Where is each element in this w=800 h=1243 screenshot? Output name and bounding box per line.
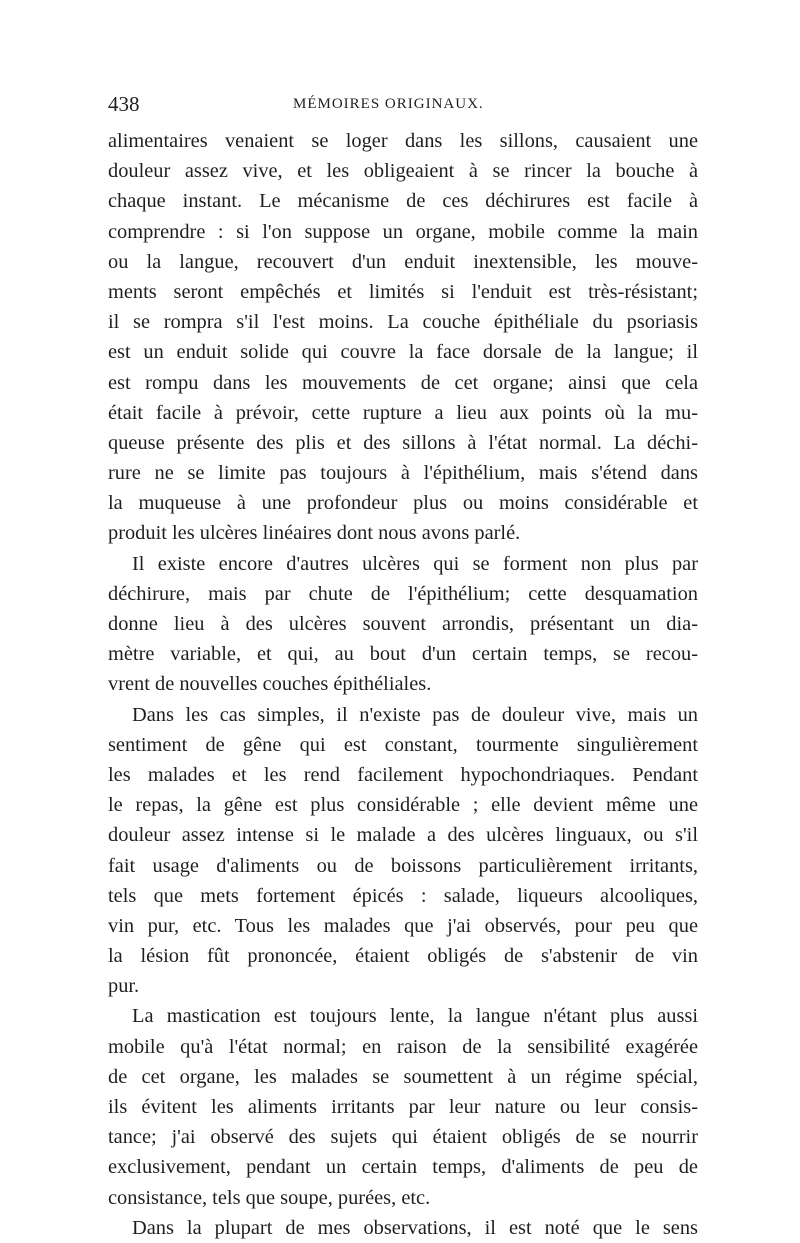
text-line: douleur assez vive, et les obligeaient à se rincer la bouche à [108, 160, 698, 183]
text-line: Il existe encore d'autres ulcères qui se forment non plus par [132, 552, 698, 575]
running-head: MÉMOIRES ORIGINAUX. [293, 96, 484, 112]
text-line: la muqueuse à une profondeur plus ou moins considérable et [108, 492, 698, 515]
text-line: les malades et les rend facilement hypochondriaques. Pendant [108, 763, 698, 786]
text-line: le repas, la gêne est plus considérable ; elle devient même une [108, 794, 698, 817]
text-line: pur. [108, 975, 140, 998]
text-line: il se rompra s'il l'est moins. La couche épithéliale du psoriasis [108, 311, 698, 334]
text-line: ou la langue, recouvert d'un enduit inextensible, les mouve- [108, 250, 698, 273]
text-line: exclusivement, pendant un certain temps, d'aliments de peu de [108, 1156, 698, 1179]
text-line: la lésion fût prononcée, étaient obligés de s'abstenir de vin [108, 945, 698, 968]
text-line: La mastication est toujours lente, la langue n'étant plus aussi [132, 1005, 698, 1028]
text-line: mobile qu'à l'état normal; en raison de la sensibilité exagérée [108, 1035, 698, 1058]
text-line: consistance, tels que soupe, purées, etc. [108, 1186, 431, 1209]
text-line: rure ne se limite pas toujours à l'épithélium, mais s'étend dans [108, 462, 698, 485]
text-line: ments seront empêchés et limités si l'enduit est très-résistant; [108, 280, 698, 303]
text-line: mètre variable, et qui, au bout d'un certain temps, se recou- [108, 643, 698, 666]
text-line: produit les ulcères linéaires dont nous avons parlé. [108, 522, 521, 545]
text-line: douleur assez intense si le malade a des ulcères linguaux, ou s'il [108, 824, 698, 847]
text-line: déchirure, mais par chute de l'épithélium; cette desquamation [108, 582, 698, 605]
body-text [108, 126, 698, 1243]
text-line: était facile à prévoir, cette rupture a lieu aux points où la mu- [108, 401, 698, 424]
text-line: vin pur, etc. Tous les malades que j'ai observés, pour peu que [108, 914, 698, 937]
text-line: queuse présente des plis et des sillons à l'état normal. La déchi- [108, 431, 698, 454]
text-line: donne lieu à des ulcères souvent arrondis, présentant un dia- [108, 613, 698, 635]
text-line: vrent de nouvelles couches épithéliales. [108, 673, 432, 696]
text-line: Dans la plupart de mes observations, il est noté que le sens [132, 1216, 698, 1239]
text-line: tance; j'ai observé des sujets qui étaient obligés de se nourrir [108, 1126, 698, 1149]
text-line: est rompu dans les mouvements de cet organe; ainsi que cela [108, 371, 698, 394]
text-line: est un enduit solide qui couvre la face dorsale de la langue; il [108, 341, 698, 364]
text-line: tels que mets fortement épicés : salade, liqueurs alcooliques, [108, 884, 698, 907]
text-line: fait usage d'aliments ou de boissons particulièrement irritants, [108, 854, 698, 877]
text-line: comprendre : si l'on suppose un organe, mobile comme la main [108, 220, 698, 243]
text-line: sentiment de gêne qui est constant, tourmente singulièrement [108, 733, 698, 756]
text-line: de cet organe, les malades se soumettent à un régime spécial, [108, 1065, 698, 1088]
text-line: Dans les cas simples, il n'existe pas de douleur vive, mais un [132, 703, 698, 726]
text-line: alimentaires venaient se loger dans les sillons, causaient une [108, 130, 698, 152]
page-number: 438 [108, 92, 140, 116]
text-line: ils évitent les aliments irritants par leur nature ou leur consis- [108, 1096, 698, 1118]
page-header [108, 92, 698, 120]
text-line: chaque instant. Le mécanisme de ces déchirures est facile à [108, 190, 698, 213]
